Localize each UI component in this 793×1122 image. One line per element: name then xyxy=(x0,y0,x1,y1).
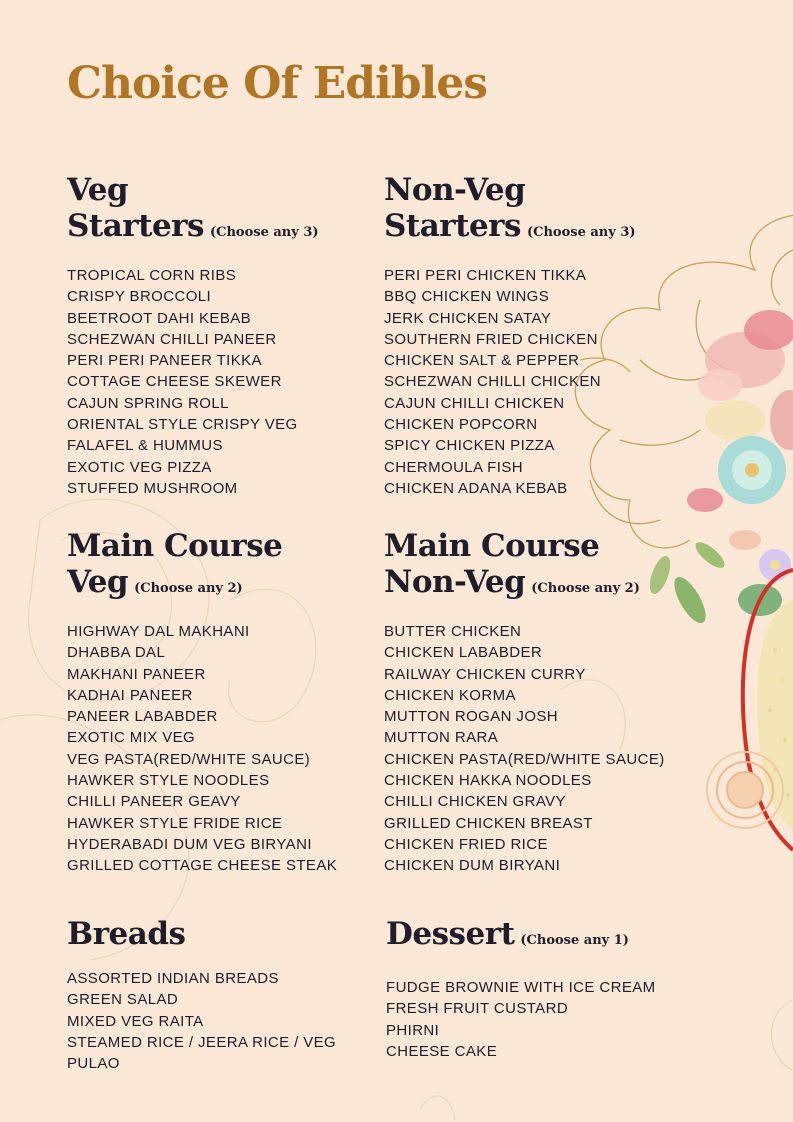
main-nonveg-list xyxy=(384,621,665,877)
menu-item: MUTTON ROGAN JOSH xyxy=(384,708,559,726)
menu-item: CHILLI PANEER GEAVY xyxy=(67,793,241,811)
menu-item: CHEESE CAKE xyxy=(386,1042,498,1060)
menu-item: HIGHWAY DAL MAKHANI xyxy=(67,623,250,640)
menu-item: COTTAGE CHEESE SKEWER xyxy=(67,373,282,391)
heading-line: Veg xyxy=(67,172,129,208)
menu-item: CAJUN SPRING ROLL xyxy=(67,394,229,412)
heading-line: Dessert xyxy=(386,916,515,952)
menu-item: CHICKEN DUM BIRYANI xyxy=(384,857,561,875)
menu-item: KADHAI PANEER xyxy=(67,686,193,704)
menu-item: JERK CHICKEN SATAY xyxy=(384,309,552,327)
menu-item: MAKHANI PANEER xyxy=(67,665,206,683)
menu-item: EXOTIC VEG PIZZA xyxy=(67,458,212,476)
menu-item: CHICKEN PASTA(RED/WHITE SAUCE) xyxy=(384,750,665,768)
dessert-list xyxy=(386,977,656,1062)
menu-item: CHERMOULA FISH xyxy=(384,458,523,476)
menu-item: CHILLI CHICKEN GRAVY xyxy=(384,793,566,811)
page-title: Choice Of Edibles xyxy=(67,58,488,109)
menu-item: ASSORTED INDIAN BREADS xyxy=(67,970,279,987)
menu-item: BUTTER CHICKEN xyxy=(384,623,522,640)
choose-note: (Choose any 2) xyxy=(134,581,243,596)
veg-starters-list xyxy=(67,265,319,499)
menu-item: SOUTHERN FRIED CHICKEN xyxy=(384,330,598,348)
menu-item: CHICKEN LABABDER xyxy=(384,644,543,662)
menu-item: CRISPY BROCCOLI xyxy=(67,288,212,306)
menu-item: CAJUN CHILLI CHICKEN xyxy=(384,394,565,412)
menu-item: GREEN SALAD xyxy=(67,991,179,1009)
heading-line: Main Course xyxy=(67,528,283,564)
menu-item: STEAMED RICE / JEERA RICE / VEG PULAO xyxy=(67,1033,337,1073)
choose-note: (Choose any 2) xyxy=(531,581,640,596)
menu-item: PERI PERI CHICKEN TIKKA xyxy=(384,267,587,284)
menu-item: HAWKER STYLE NOODLES xyxy=(67,772,270,790)
main-veg-heading xyxy=(67,528,337,607)
menu-item: RAILWAY CHICKEN CURRY xyxy=(384,665,586,683)
menu-item: SCHEZWAN CHILLI CHICKEN xyxy=(384,373,602,391)
dessert-section xyxy=(386,916,656,1062)
menu-item: TROPICAL CORN RIBS xyxy=(67,267,237,284)
breads-section xyxy=(67,916,357,1074)
veg-starters-section xyxy=(67,172,319,499)
heading-line: Non-Veg xyxy=(384,172,526,208)
menu-item: DHABBA DAL xyxy=(67,644,166,662)
choose-note: (Choose any 1) xyxy=(520,933,629,948)
heading-line: Starters xyxy=(67,208,204,244)
heading-line: Veg xyxy=(67,564,129,600)
nonveg-starters-section xyxy=(384,172,636,499)
nonveg-starters-heading xyxy=(384,172,636,251)
menu-item: GRILLED COTTAGE CHEESE STEAK xyxy=(67,857,338,875)
menu-item: ORIENTAL STYLE CRISPY VEG xyxy=(67,416,298,434)
menu-item: PHIRNI xyxy=(386,1021,440,1039)
menu-item: MUTTON RARA xyxy=(384,729,499,747)
menu-item: CHICKEN HAKKA NOODLES xyxy=(384,772,592,790)
main-nonveg-heading xyxy=(384,528,665,607)
menu-item: VEG PASTA(RED/WHITE SAUCE) xyxy=(67,750,311,768)
breads-list xyxy=(67,968,357,1074)
main-nonveg-section xyxy=(384,528,665,877)
heading-line: Non-Veg xyxy=(384,564,526,600)
heading-line: Main Course xyxy=(384,528,600,564)
menu-item: SCHEZWAN CHILLI PANEER xyxy=(67,330,277,348)
menu-item: BBQ CHICKEN WINGS xyxy=(384,288,550,306)
main-veg-list xyxy=(67,621,337,877)
menu-item: EXOTIC MIX VEG xyxy=(67,729,196,747)
menu-item: FALAFEL & HUMMUS xyxy=(67,437,223,455)
breads-heading xyxy=(67,916,357,952)
menu-item: BEETROOT DAHI KEBAB xyxy=(67,309,252,327)
choose-note: (Choose any 3) xyxy=(209,225,319,240)
main-veg-section xyxy=(67,528,337,877)
menu-item: FRESH FRUIT CUSTARD xyxy=(386,1000,569,1018)
menu-item: CHICKEN KORMA xyxy=(384,686,516,704)
choose-note: (Choose any 3) xyxy=(526,225,636,240)
menu-item: CHICKEN FRIED RICE xyxy=(384,835,548,853)
menu-item: PANEER LABABDER xyxy=(67,708,218,726)
heading-line: Breads xyxy=(67,916,186,952)
menu-item: CHICKEN POPCORN xyxy=(384,416,538,434)
menu-item: STUFFED MUSHROOM xyxy=(67,479,238,497)
menu-item: HAWKER STYLE FRIDE RICE xyxy=(67,814,283,832)
veg-starters-heading xyxy=(67,172,319,251)
menu-item: MIXED VEG RAITA xyxy=(67,1012,204,1030)
menu-item: CHICKEN SALT & PEPPER xyxy=(384,352,580,370)
menu-item: GRILLED CHICKEN BREAST xyxy=(384,814,593,832)
nonveg-starters-list xyxy=(384,265,636,499)
menu-item: PERI PERI PANEER TIKKA xyxy=(67,352,262,370)
menu-item: HYDERABADI DUM VEG BIRYANI xyxy=(67,835,312,853)
menu-item: FUDGE BROWNIE WITH ICE CREAM xyxy=(386,979,656,996)
menu-item: SPICY CHICKEN PIZZA xyxy=(384,437,555,455)
heading-line: Starters xyxy=(384,208,521,244)
dessert-heading xyxy=(386,916,656,959)
menu-item: CHICKEN ADANA KEBAB xyxy=(384,479,568,497)
